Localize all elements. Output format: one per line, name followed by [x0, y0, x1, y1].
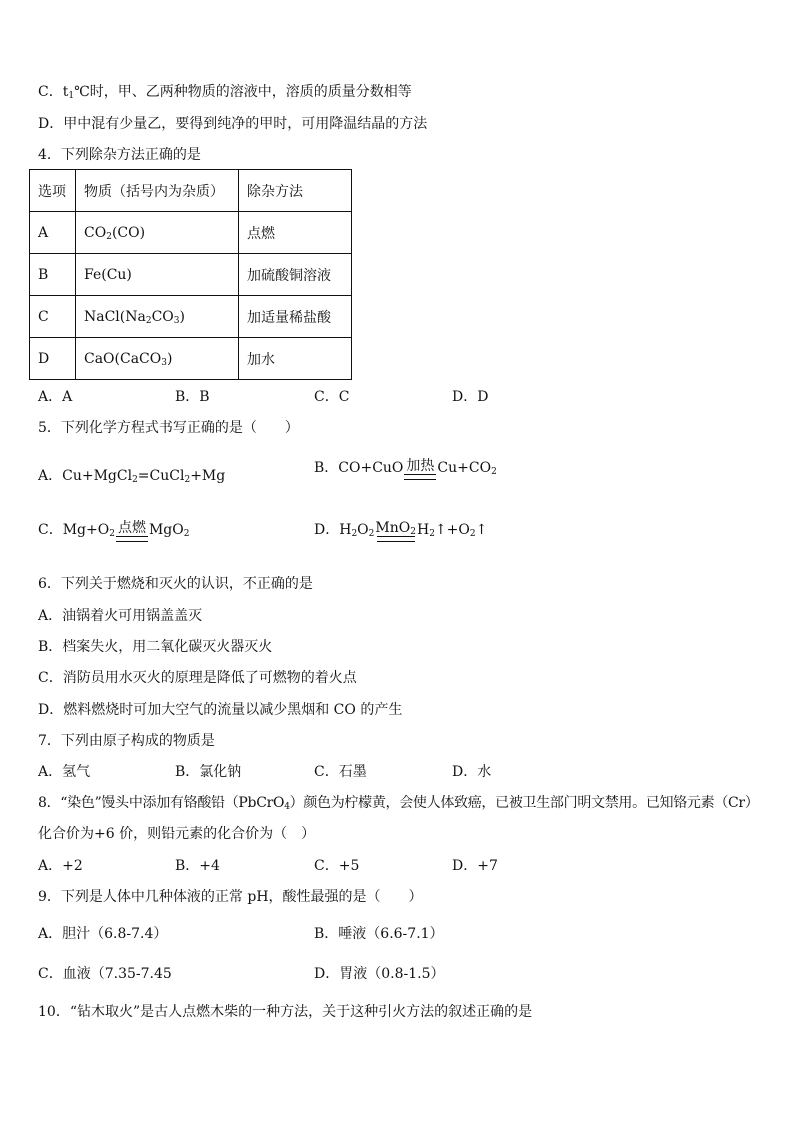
reaction-condition: 点燃 [116, 520, 148, 548]
q4-answer-b: B．B [175, 389, 210, 405]
table-cell-substance: $CO_2(CO)$ [76, 212, 239, 254]
table-row [30, 296, 352, 338]
q5-option-b: B．CO+CuO 加热 $Cu+CO_2$ [314, 450, 497, 486]
q10-stem: 10．“钻木取火”是古人点燃木柴的一种方法，关于这种引火方法的叙述正确的是 [38, 1004, 533, 1020]
table-header-cell: 物质（括号内为杂质） [76, 170, 239, 212]
q9-option-d: D．胃液（0.8-1.5） [314, 966, 445, 982]
q7-option-b: B．氯化钠 [175, 764, 242, 780]
table-cell-option: C [30, 296, 76, 338]
table-row [30, 254, 352, 296]
table-header-row [30, 170, 352, 212]
table-cell-method: 加适量稀盐酸 [239, 296, 352, 338]
table-header-cell: 除杂方法 [239, 170, 352, 212]
q5-option-c: C．$Mg+O_2$ 点燃 MgO$_2$ [38, 512, 189, 548]
q8-option-b: B．+4 [175, 858, 220, 874]
q9-option-c: C．血液（7.35-7.45 [38, 966, 172, 982]
table-cell-option: B [30, 254, 76, 296]
q3-option-d: D．甲中混有少量乙，要得到纯净的甲时，可用降温结晶的方法 [38, 116, 428, 132]
q9-stem: 9．下列是人体中几种体液的正常 pH，酸性最强的是（ ） [38, 889, 423, 905]
q7-option-a: A．氢气 [38, 764, 91, 780]
table-cell-substance: $NaCl(Na_2CO_3)$ [76, 296, 239, 338]
q9-option-a: A．胆汁（6.8-7.4） [38, 926, 168, 942]
reaction-condition: 加热 [404, 458, 436, 486]
table-header-cell: 选项 [30, 170, 76, 212]
q4-answer-a: A．A [38, 389, 73, 405]
q9-option-b: B．唾液（6.6-7.1） [314, 926, 444, 942]
q4-table [29, 169, 352, 380]
q6-stem: 6．下列关于燃烧和灭火的认识，不正确的是 [38, 576, 313, 592]
q6-option-b: B．档案失火，用二氧化碳灭火器灭火 [38, 639, 273, 655]
q6-option-d: D．燃料燃烧时可加大空气的流量以减少黑烟和 CO 的产生 [38, 702, 403, 718]
table-cell-substance: CaO(CaCO$_3$) [76, 338, 239, 380]
table-cell-method: 加水 [239, 338, 352, 380]
q6-option-c: C．消防员用水灭火的原理是降低了可燃物的着火点 [38, 670, 357, 686]
table-row [30, 338, 352, 380]
reaction-condition: MnO$_2$ [375, 520, 416, 548]
table-cell-option: D [30, 338, 76, 380]
table-cell-option: A [30, 212, 76, 254]
table-cell-method: 点燃 [239, 212, 352, 254]
q4-stem: 4．下列除杂方法正确的是 [38, 147, 201, 163]
q7-stem: 7．下列由原子构成的物质是 [38, 733, 215, 749]
q5-option-d: D．$H_2O_2$ MnO$_2$ $H_2↑+O_2↑$ [314, 512, 487, 548]
q5-option-a: A．Cu+MgCl$_2$=CuCl$_2$+Mg [38, 468, 226, 485]
table-cell-substance: Fe(Cu) [76, 254, 239, 296]
q5-stem: 5．下列化学方程式书写正确的是（ ） [38, 420, 299, 436]
q3-option-c: C．$t_1℃$时，甲、乙两种物质的溶液中，溶质的质量分数相等 [38, 84, 412, 101]
table-cell-method: 加硫酸铜溶液 [239, 254, 352, 296]
q4-answer-d: D．D [452, 389, 489, 405]
table-row [30, 212, 352, 254]
q8-option-c: C．+5 [314, 858, 360, 874]
q8-option-a: A．+2 [38, 858, 83, 874]
q7-option-c: C．石墨 [314, 764, 367, 780]
q8-option-d: D．+7 [452, 858, 498, 874]
q4-answer-c: C．C [314, 389, 350, 405]
q8-stem-line2: 化合价为+6 价，则铅元素的化合价为（ ） [38, 826, 316, 842]
q7-option-d: D．水 [452, 764, 492, 780]
q8-stem-line1: 8．“染色”馒头中添加有铬酸铅（PbCrO$_4$）颜色为柠檬黄，会使人体致癌，已被卫生部门明文禁用。已知铬元素（Cr） [38, 795, 759, 812]
q6-option-a: A．油锅着火可用锅盖盖灭 [38, 608, 203, 624]
